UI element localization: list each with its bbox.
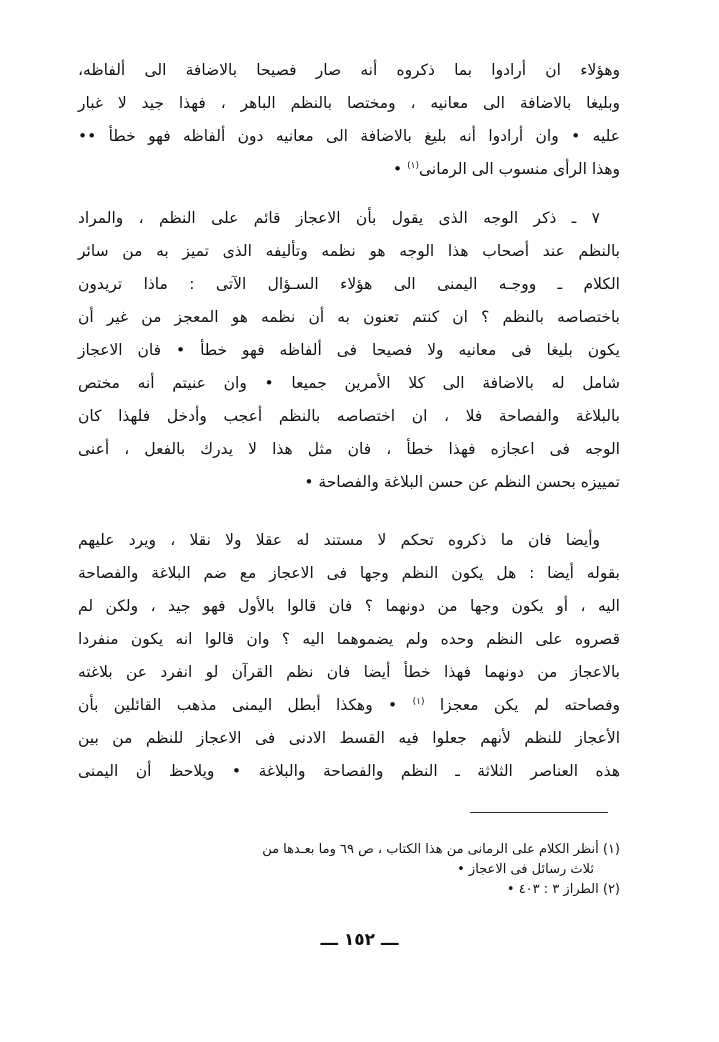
line-text: وفصاحته لم يكن معجزا <box>439 696 620 714</box>
text-line: بقوله أيضا : هل يكون النظم وجها فى الاعجاز مع ضم البلاغة والفصاحة <box>78 564 620 582</box>
text-line: وهؤلاء ان أرادوا بما ذكروه أنه صار فصيحا بالاضافة الى ألفاظه، <box>78 61 620 79</box>
line-end: • <box>393 160 408 178</box>
text-line: ٧ ـ ذكر الوجه الذى يقول بأن الاعجاز قائم على النظم ، والمراد <box>78 209 600 227</box>
footnote-line: ثلاث رسائل فى الاعجاز • <box>457 862 594 877</box>
text-line <box>78 153 620 186</box>
text-line: شامل له بالاضافة الى كلا الأمرين جميعا • وان عنيتم أنه مختص <box>78 374 620 392</box>
text-line <box>78 689 620 722</box>
footnote-ref: (١) <box>412 696 425 707</box>
footnote-line: (٢) الطراز ٣ : ٤٠٣ • <box>506 882 620 897</box>
page-number: ـــ ١٥٢ ـــ <box>320 930 399 950</box>
text-line: قصروه على النظم وحده ولم يضموهما اليه ؟ وان قالوا انه يكون منفردا <box>78 630 620 648</box>
text-line: وأيضا فان ما ذكروه تحكم لا مستند له عقلا ولا نقلا ، ويرد عليهم <box>78 531 600 549</box>
paragraph-2 <box>78 202 620 499</box>
text-line: الأعجاز للنظم لأنهم جعلوا فيه القسط الادنى فى الاعجاز للنظم من بين <box>78 729 620 747</box>
text-line: هذه العناصر الثلاثة ـ النظم والفصاحة والبلاغة • ويلاحظ أن اليمنى <box>78 762 620 780</box>
text-line: اليه ، أو يكون وجها من دونهما ؟ فان قالوا بالأول فهو جيد ، ولكن لم <box>78 597 620 615</box>
text-line: الوجه فى اعجازه فهذا خطأ ، فان مثل هذا لا يدرك بالفعل ، أعنى <box>78 440 620 458</box>
text-line: بالبلاغة والفصاحة فلا ، ان اختصاصه بالنظم أعجب وأدخل فلهذا كان <box>78 407 620 425</box>
footnote-line: (١) أنظر الكلام على الرمانى من هذا الكتاب ، ص ٦٩ وما بعـدها من <box>262 842 620 857</box>
line-tail: • وهكذا أبطل اليمنى مذهب القائلين بأن <box>78 696 413 714</box>
footnote-ref: (١) <box>407 160 419 171</box>
text-line: بالنظم عند أصحاب هذا الوجه هو نظمه وتأليفه الذى تميز به من سائر <box>78 242 620 260</box>
text-line: وبليغا بالاضافة الى معانيه ، ومختصا بالنظم الباهر ، فهذا جيد لا غبار <box>78 94 620 112</box>
text-line: تمييزه بحسن النظم عن حسن البلاغة والفصاحة • <box>304 473 620 491</box>
text-line: بالاعجاز من دونهما فهذا خطأ أيضا فان نظم القرآن لو انفرد عن بلاغته <box>78 663 620 681</box>
text-line: باختصاصه بالنظم ؟ ان كنتم تعنون به أن نظمه هو المعجز من غير أن <box>78 308 620 326</box>
footnote-divider <box>470 812 608 813</box>
paragraph-3 <box>78 524 620 788</box>
paragraph-1 <box>78 54 620 186</box>
text-line: عليه • وان أرادوا أنه بليغ بالاضافة الى معانيه دون ألفاظه فهو خطأ •• <box>78 127 620 145</box>
text-line: الكلام ـ ووجـه اليمنى الى هؤلاء السـؤال الآتى : ماذا تريدون <box>78 275 620 293</box>
footnotes <box>78 840 620 900</box>
text-line: يكون بليغا فى معانيه ولا فصيحا فى ألفاظه فهو خطأ • فان الاعجاز <box>78 341 620 359</box>
line-text: وهذا الرأى منسوب الى الرمانى <box>418 160 620 178</box>
